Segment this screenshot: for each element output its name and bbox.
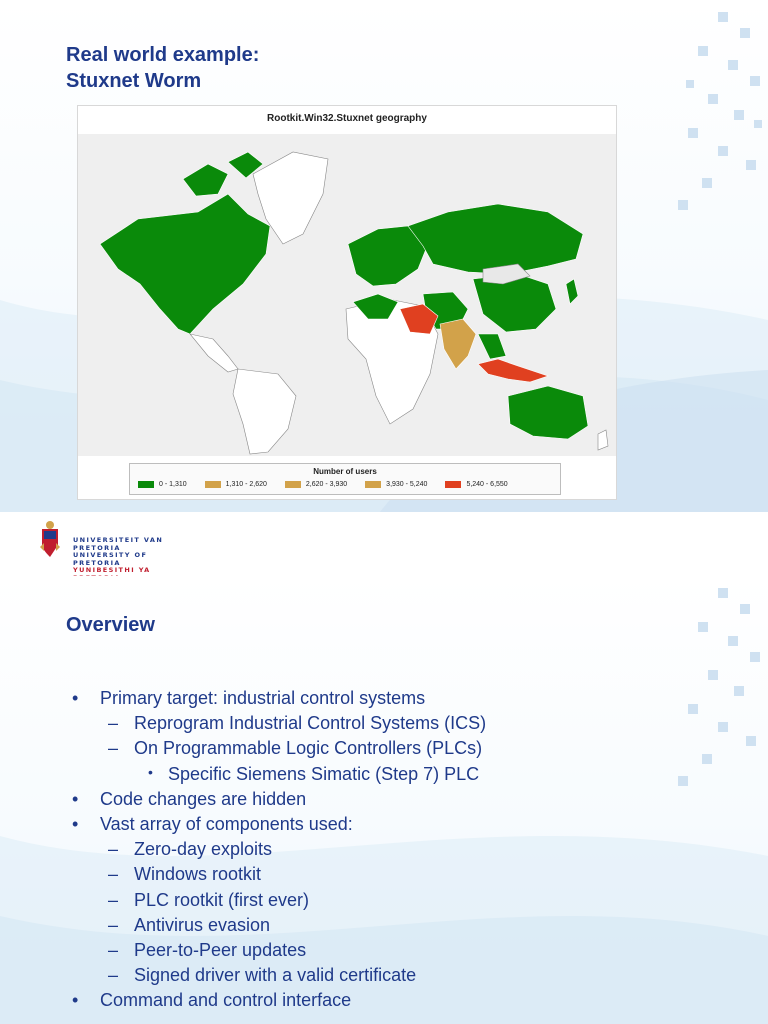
- bullet-level-2: [108, 864, 262, 885]
- legend-label: 2,620 - 3,930: [305, 481, 348, 488]
- bullet-text: Signed driver with a valid certificate: [134, 965, 417, 986]
- bullet-level-3: [148, 763, 480, 785]
- bullet-marker: –: [108, 940, 119, 960]
- map-legend: [129, 463, 561, 495]
- bullet-level-2: [108, 889, 310, 911]
- bullet-level-2: [108, 914, 271, 936]
- bullet-text: Antivirus evasion: [134, 914, 271, 935]
- bullet-level-2: [108, 738, 483, 759]
- bullet-text: Command and control interface: [100, 990, 352, 1011]
- logo-line-english: UNIVERSITY OF PRETORIA: [73, 551, 148, 567]
- legend-item: [365, 481, 427, 488]
- bullet-level-1: [72, 990, 352, 1011]
- bullet-marker: –: [108, 889, 119, 910]
- legend-label: 0 - 1,310: [159, 481, 187, 488]
- slide-overview: [0, 576, 768, 1024]
- bullet-text: PLC rootkit (first ever): [134, 889, 310, 910]
- bullet-marker: •: [72, 688, 79, 708]
- decorative-pixel-squares: [658, 0, 768, 230]
- legend-swatch: [365, 481, 381, 488]
- bullet-marker: –: [108, 738, 119, 759]
- bullet-marker: –: [108, 864, 119, 885]
- legend-item: [138, 481, 187, 488]
- slide-title: [66, 42, 259, 94]
- legend-title: Number of users: [313, 467, 377, 476]
- bullet-text: Primary target: industrial control systems: [100, 688, 426, 708]
- map-title: Rootkit.Win32.Stuxnet geography: [267, 113, 427, 124]
- title-line-1: Real world example:: [66, 44, 260, 66]
- bullet-text: Specific Siemens Simatic (Step 7) PLC: [168, 763, 480, 784]
- legend-swatch: [205, 481, 221, 488]
- bullet-text: Zero-day exploits: [134, 839, 273, 860]
- university-logo: [38, 519, 198, 574]
- bullet-marker: •: [72, 990, 79, 1011]
- legend-item: [205, 481, 267, 488]
- bullet-text: Reprogram Industrial Control Systems (ICS): [134, 713, 487, 734]
- legend-item: [445, 481, 507, 488]
- bullet-level-2: [108, 713, 487, 734]
- bullet-level-1: [72, 688, 426, 709]
- bullet-level-2: [108, 965, 417, 986]
- university-crest-icon: [38, 519, 62, 561]
- decorative-pixel-squares: [658, 576, 768, 806]
- bullet-marker: –: [108, 965, 119, 986]
- bullet-marker: –: [108, 914, 119, 935]
- bullet-marker: •: [148, 763, 153, 780]
- bullet-text: Code changes are hidden: [100, 788, 307, 809]
- stuxnet-geography-map: [77, 105, 617, 500]
- bullet-level-1: [72, 788, 307, 810]
- bullet-level-1: [72, 814, 353, 835]
- world-map: [78, 134, 616, 456]
- bullet-marker: –: [108, 713, 119, 734]
- legend-label: 5,240 - 6,550: [466, 481, 508, 488]
- legend-swatch: [445, 481, 461, 488]
- bullet-text: On Programmable Logic Controllers (PLCs): [134, 738, 483, 759]
- bullet-level-2: [108, 940, 307, 961]
- bullet-level-2: [108, 839, 273, 860]
- bullet-marker: •: [72, 814, 79, 834]
- bullet-text: Vast array of components used:: [100, 814, 353, 834]
- bullet-marker: •: [72, 788, 79, 809]
- logo-line-sepedi: YUNIBESITHI YA: [73, 566, 151, 574]
- legend-label: 3,930 - 5,240: [386, 481, 428, 488]
- legend-item: [285, 481, 347, 488]
- legend-label: 1,310 - 2,620: [225, 481, 267, 488]
- bullet-marker: –: [108, 839, 119, 860]
- section-title: Overview: [66, 614, 155, 636]
- logo-line-afrikaans: UNIVERSITEIT VAN PRETORIA: [73, 536, 164, 552]
- legend-items: [138, 481, 508, 488]
- bullet-text: Peer-to-Peer updates: [134, 940, 307, 960]
- legend-swatch: [138, 481, 154, 488]
- title-line-2: Stuxnet Worm: [66, 70, 202, 92]
- legend-swatch: [285, 481, 301, 488]
- bullet-text: Windows rootkit: [134, 864, 262, 885]
